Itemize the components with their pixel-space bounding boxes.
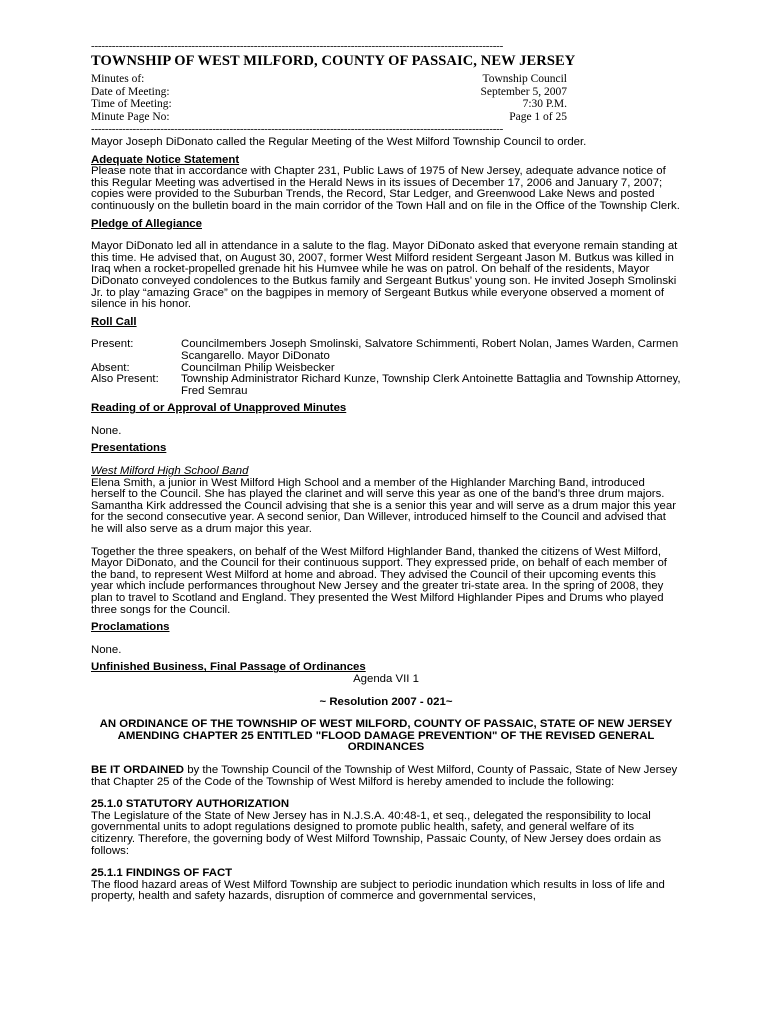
roll-call-table <box>91 339 681 397</box>
meta-value: 7:30 P.M. <box>522 98 567 110</box>
agenda-reference: Agenda VII 1 <box>353 672 419 685</box>
roll-label: Also Present: <box>91 373 159 386</box>
presentation-subheading: West Milford High School Band <box>91 465 249 478</box>
call-to-order: Mayor Joseph DiDonato called the Regular Meeting of the West Milford Township Council to order. <box>91 136 587 148</box>
meta-row-page <box>91 111 567 124</box>
unfinished-business-heading: Unfinished Business, Final Passage of Ordinances <box>91 661 366 674</box>
adequate-notice-heading: Adequate Notice Statement <box>91 153 240 166</box>
adequate-notice-body: Please note that in accordance with Chapter 231, Public Laws of 1975 of New Jersey, adequate advance notice of this Regular Meeting was advertised in the Herald News in its issues of December 17, 2006 and January 7, 2007; copies were provided to the Suburban Trends, the Record, Star Ledger, and Greenwood Lake News and posted continuously on the bulletin board in the main corridor of the Town Hall and on file in the Office of the Township Clerk. <box>91 165 680 212</box>
meta-label: Minutes of: <box>91 73 145 85</box>
document-title: TOWNSHIP OF WEST MILFORD, COUNTY OF PASSAIC, NEW JERSEY <box>91 53 576 69</box>
presentation-para-1: Elena Smith, a junior in West Milford High School and a member of the Highlander Marching Band, introduced herself to the Council. She has played the clarinet and will serve this year as one of the band’s three drum majors. Samantha Kirk addressed the Council advising that she is a senior this year and will serve as a drum major this year for the second consecutive year. A second senior, Dan Willever, introduced himself to the Council and advised that he will also serve as a drum major this year. <box>91 476 676 536</box>
roll-label: Present: <box>91 338 134 351</box>
roll-value: Councilman Philip Weisbecker <box>181 361 335 374</box>
section-25-1-0-body: The Legislature of the State of New Jersey has in N.J.S.A. 40:48-1, et seq., delegated the responsibility to local governmental units to adopt regulations designed to promote public health, safety, and general welfare of its citizenry. Therefore, the governing body of West Milford Township, Passaic County, of New Jersey does ordain as follows: <box>91 809 662 857</box>
ordained-lead: BE IT ORDAINED <box>91 763 185 776</box>
ordinance-title: AN ORDINANCE OF THE TOWNSHIP OF WEST MILFORD, COUNTY OF PASSAIC, STATE OF NEW JERSEY AMENDING CHAPTER 25 ENTITLED "FLOOD DAMAGE PREVENTION" OF THE REVISED GENERAL ORDINANCES <box>99 718 673 754</box>
minutes-page <box>91 40 681 903</box>
ordained-rest: by the Township Council of the Township of West Milford, County of Passaic, State of New Jersey that Chapter 25 of the Code of the Township of West Milford is hereby amended to include the following: <box>91 763 678 788</box>
meta-label: Minute Page No: <box>91 110 170 123</box>
section-25-1-0-heading: 25.1.0 STATUTORY AUTHORIZATION <box>91 798 290 811</box>
meta-label: Date of Meeting: <box>91 85 170 98</box>
header-rule-bottom: ----------------------------------------------------------------------------------------------------------------------- <box>91 123 504 135</box>
minutes-body: None. <box>91 424 122 437</box>
proclamations-heading: Proclamations <box>91 621 170 634</box>
header-rule-top: ----------------------------------------------------------------------------------------------------------------------- <box>91 40 504 52</box>
resolution-number: ~ Resolution 2007 - 021~ <box>319 695 453 708</box>
meta-value: Page 1 of 25 <box>509 110 567 123</box>
meta-row-minutes-of <box>91 73 567 86</box>
presentations-heading: Presentations <box>91 442 167 455</box>
minutes-heading: Reading of or Approval of Unapproved Minutes <box>91 402 347 415</box>
section-25-1-1-heading: 25.1.1 FINDINGS OF FACT <box>91 867 233 880</box>
meta-row-time <box>91 98 567 111</box>
section-25-1-1-body: The flood hazard areas of West Milford Township are subject to periodic inundation which results in loss of life and property, health and safety hazards, disruption of commerce and governmental services, <box>91 878 665 903</box>
roll-label: Absent: <box>91 361 130 374</box>
roll-call-heading: Roll Call <box>91 315 137 328</box>
meta-row-date <box>91 86 567 99</box>
roll-value: Councilmembers Joseph Smolinski, Salvatore Schimmenti, Robert Nolan, James Warden, Carmen Scangarello. Mayor DiDonato <box>181 338 679 362</box>
meta-value: September 5, 2007 <box>480 85 567 98</box>
proclamations-body: None. <box>91 643 122 656</box>
pledge-body: Mayor DiDonato led all in attendance in a salute to the flag. Mayor DiDonato asked that everyone remain standing at this time. He advised that, on August 30, 2007, former West Milford resident Sergeant Jason M. Butkus was killed in Iraq when a rocket-propelled grenade hit his Humvee while he was on patrol. On behalf of the residents, Mayor DiDonato conveyed condolences to the Butkus family and Sergeant Butkus’ young son. He invited Joseph Smolinski Jr. to play “amazing Grace” on the bagpipes in memory of Sergeant Butkus while everyone observed a moment of silence in his honor. <box>91 240 678 311</box>
pledge-heading: Pledge of Allegiance <box>91 217 202 230</box>
meta-label: Time of Meeting: <box>91 98 172 110</box>
meta-value: Township Council <box>482 73 567 85</box>
presentation-para-2: Together the three speakers, on behalf of the West Milford Highlander Band, thanked the citizens of West Milford, Mayor DiDonato, and the Council for their continuous support. They expressed pride, on behalf of each member of the band, to represent West Milford at home and abroad. They advised the Council of their upcoming events this year which include performances throughout New Jersey and the greater tri-state area. In the spring of 2008, they plan to travel to Scotland and England. They presented the West Milford Highlander Pipes and Drums who played three songs for the Council. <box>91 545 667 616</box>
roll-value: Township Administrator Richard Kunze, Township Clerk Antoinette Battaglia and Township Attorney, Fred Semrau <box>181 373 681 397</box>
meeting-meta <box>91 73 567 123</box>
ordained-paragraph <box>91 765 681 788</box>
